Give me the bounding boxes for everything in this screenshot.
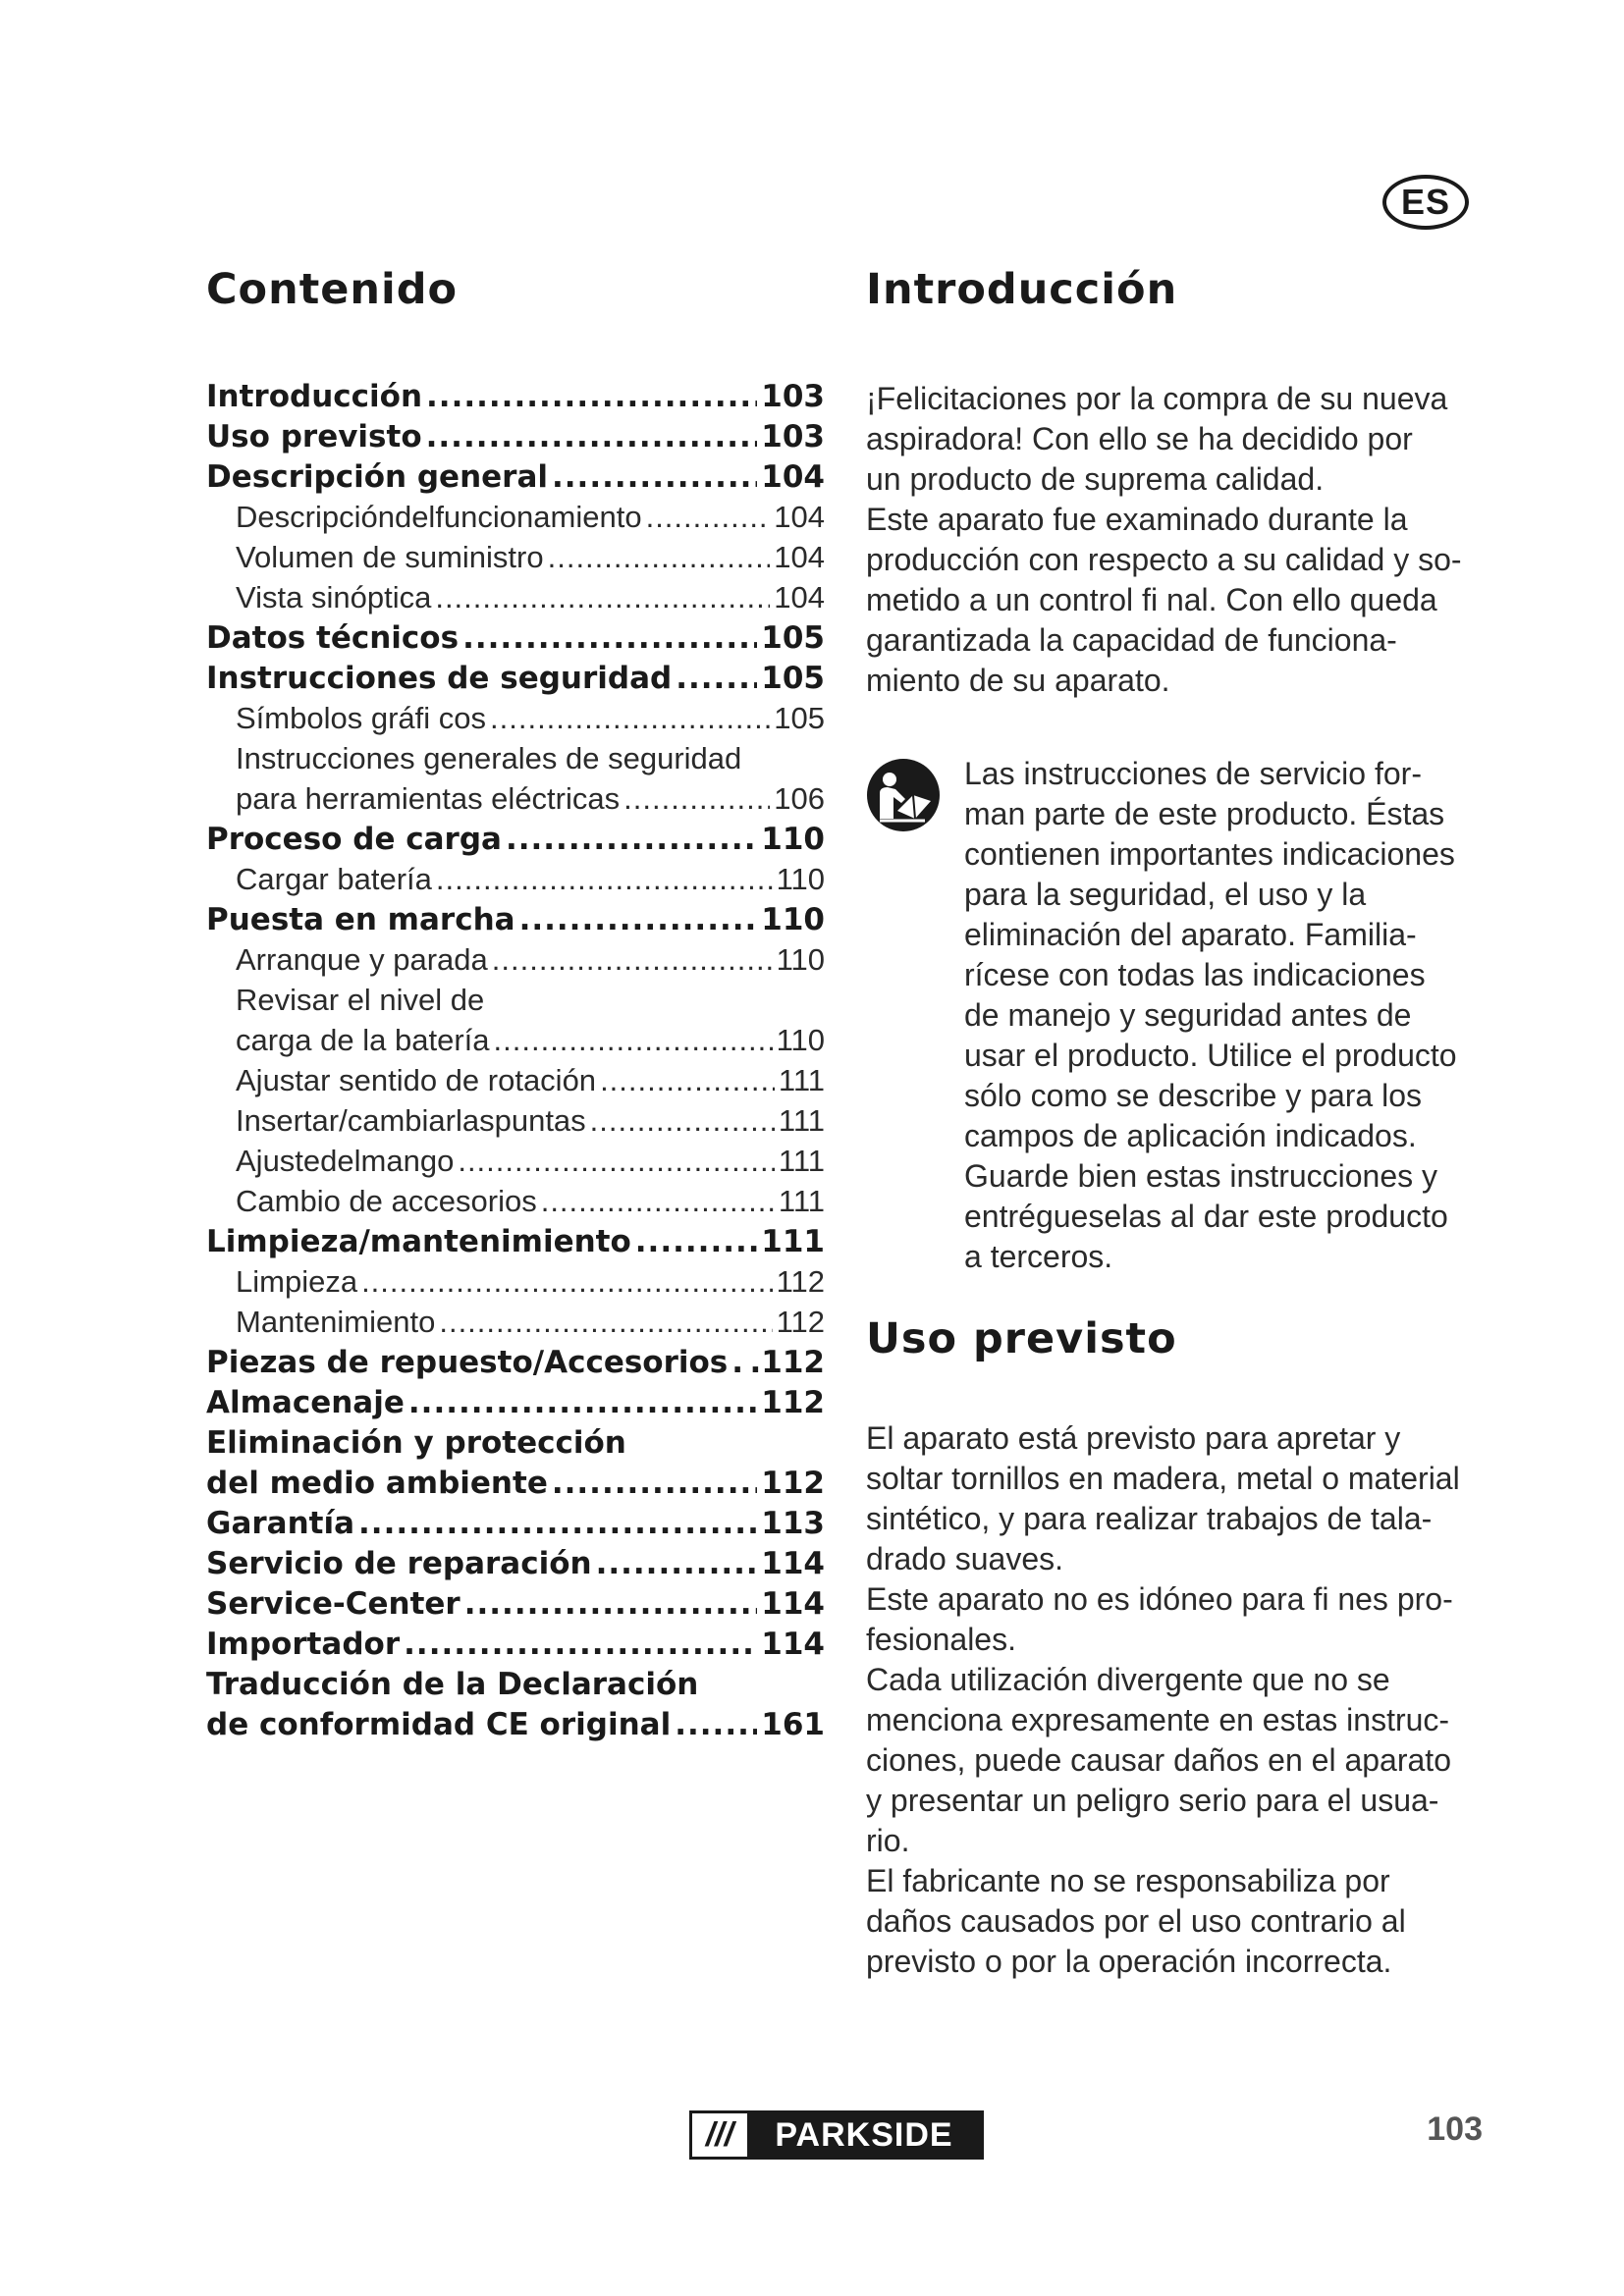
toc-leader-dots [552,1466,757,1501]
toc-entry [206,661,825,701]
notice-line: eliminación del aparato. Familia- [964,917,1417,952]
page-number: 103 [1427,2110,1483,2148]
toc-entry-label: para herramientas eléctricas [236,781,621,816]
toc-entry-page: 111 [778,1063,825,1097]
toc-entry-label: Limpieza/mantenimiento [206,1224,631,1259]
toc-entry-label: carga de la batería [236,1023,490,1057]
toc-leader-dots [458,1144,775,1179]
toc-entry-label: Service-Center [206,1586,460,1622]
toc-entry-page: 106 [774,781,825,816]
toc-leader-dots [494,1023,773,1058]
toc-entry-label: Descripcióndelfuncionamiento [236,500,642,534]
toc-entry [206,1144,825,1184]
toc-entry [206,1627,825,1667]
toc-entry-label: Insertar/cambiarlaspuntas [236,1103,586,1138]
toc-leader-dots [439,1305,772,1340]
uso-line: y presentar un peligro serio para el usua- [866,1783,1439,1818]
toc-entry-page: 110 [761,822,825,857]
toc-leader-dots [426,379,757,414]
toc-entry-page: 114 [761,1546,825,1581]
read-manual-icon [866,758,941,832]
toc-entry-page: 104 [774,540,825,574]
toc-leader-dots [548,540,771,575]
toc-entry-page: 113 [761,1506,825,1541]
toc-entry [206,1586,825,1627]
toc-entry [206,902,825,942]
parkside-logo [689,2110,984,2160]
intro-line: producción con respecto a su calidad y so- [866,542,1462,577]
toc-entry-page: 114 [761,1586,825,1622]
toc-entry-page: 111 [778,1103,825,1138]
toc-entry [206,1103,825,1144]
toc-entry [206,1063,825,1103]
notice-line: contienen importantes indicaciones [964,836,1455,872]
toc-leader-dots [436,862,773,897]
uso-line: El aparato está previsto para apretar y [866,1420,1401,1456]
toc-entry-page: 110 [776,1023,825,1057]
toc-leader-dots [408,1385,757,1420]
toc-entry [206,701,825,741]
notice-line: man parte de este producto. Éstas [964,796,1445,831]
toc-entry-page: 105 [761,620,825,656]
uso-line: sintético, y para realizar trabajos de tala- [866,1501,1433,1536]
toc-entry-label: Proceso de carga [206,822,502,857]
toc-entry [206,379,825,419]
toc-list [206,379,825,1747]
toc-leader-dots [596,1546,758,1581]
toc-leader-dots [492,942,773,978]
toc-leader-dots [519,902,758,937]
toc-entry [206,1707,825,1747]
toc-leader-dots [552,459,757,495]
toc-entry [206,942,825,983]
toc-entry-label: Limpieza [236,1264,358,1299]
toc-entry-page: 105 [761,661,825,696]
toc-column [206,265,825,1747]
toc-entry-label: Garantía [206,1506,355,1541]
toc-entry [206,1023,825,1063]
notice-line: Las instrucciones de servicio for- [964,756,1422,791]
notice-line: entrégueselas al dar este producto [964,1199,1448,1234]
toc-entry-label: Cargar batería [236,862,432,896]
toc-entry [206,580,825,620]
uso-line: previsto o por la operación incorrecta. [866,1944,1392,1979]
toc-entry-page: 105 [774,701,825,735]
toc-entry-label: Almacenaje [206,1385,405,1420]
intro-line: Este aparato fue examinado durante la [866,502,1408,537]
toc-entry-page: 110 [761,902,825,937]
toc-entry [206,620,825,661]
intro-line: ¡Felicitaciones por la compra de su nueva [866,381,1448,416]
uso-previsto-text [866,1418,1485,1982]
toc-entry-page: 161 [761,1707,825,1742]
toc-entry-label: Eliminación y protección [206,1425,626,1461]
toc-entry-page: 104 [774,500,825,534]
toc-entry-page: 104 [761,459,825,495]
toc-entry-label: Introducción [206,379,423,414]
toc-leader-dots [600,1063,775,1098]
uso-line: daños causados por el uso contrario al [866,1903,1406,1939]
uso-line: El fabricante no se responsabiliza por [866,1863,1390,1898]
toc-entry-label: de conformidad CE original [206,1707,672,1742]
uso-line: ciones, puede causar daños en el aparato [866,1742,1451,1778]
toc-leader-dots [490,701,770,736]
toc-leader-dots [675,1707,757,1742]
toc-entry-label: Servicio de reparación [206,1546,592,1581]
toc-leader-dots [361,1264,773,1300]
toc-entry-label: Cambio de accesorios [236,1184,537,1218]
toc-entry [206,983,825,1023]
toc-leader-dots [506,822,757,857]
logo-brand: PARKSIDE [775,2115,953,2154]
toc-leader-dots [646,500,771,535]
notice-line: de manejo y seguridad antes de [964,997,1412,1033]
uso-line: fesionales. [866,1622,1016,1657]
notice-line: para la seguridad, el uso y la [964,877,1367,912]
toc-leader-dots [676,661,757,696]
intro-line: un producto de suprema calidad. [866,461,1325,497]
toc-entry [206,459,825,500]
toc-entry-page: 111 [778,1184,825,1218]
intro-line: metido a un control fi nal. Con ello queda [866,582,1437,617]
toc-leader-dots [590,1103,775,1139]
toc-entry-label: del medio ambiente [206,1466,548,1501]
toc-entry-page: 112 [776,1264,825,1299]
toc-leader-dots [541,1184,775,1219]
toc-entry [206,781,825,822]
toc-entry-page: 110 [776,942,825,977]
toc-entry [206,862,825,902]
notice-line: usar el producto. Utilice el producto [964,1038,1457,1073]
toc-leader-dots [462,620,757,656]
language-badge: ES [1382,175,1469,230]
toc-entry-page: 111 [761,1224,825,1259]
toc-entry-label: Instrucciones de seguridad [206,661,673,696]
uso-line: Este aparato no es idóneo para fi nes pro- [866,1581,1453,1617]
intro-line: miento de su aparato. [866,663,1170,698]
toc-leader-dots [731,1345,745,1380]
notice-line: campos de aplicación indicados. [964,1118,1417,1153]
toc-entry-label: Mantenimiento [236,1305,436,1339]
toc-entry-label: Piezas de repuesto/Accesorios [206,1345,729,1380]
toc-entry-label: Revisar el nivel de [236,983,485,1017]
toc-entry [206,1264,825,1305]
toc-entry [206,1667,825,1707]
toc-entry-page: 112 [761,1466,825,1501]
toc-entry-page: 114 [761,1627,825,1662]
toc-entry-label: Vista sinóptica [236,580,432,614]
toc-entry [206,1184,825,1224]
toc-entry-page: 111 [778,1144,825,1178]
toc-entry-label: Datos técnicos [206,620,460,656]
intro-line: garantizada la capacidad de funciona- [866,622,1397,658]
toc-entry-label: Volumen de suministro [236,540,544,574]
uso-line: rio. [866,1823,910,1858]
toc-entry [206,1305,825,1345]
toc-title: Contenido [206,265,459,314]
toc-entry [206,500,825,540]
toc-leader-dots [358,1506,757,1541]
toc-entry-label: Uso previsto [206,419,422,454]
toc-entry [206,1385,825,1425]
notice-line: a terceros. [964,1239,1113,1274]
toc-entry-label: Ajustedelmango [236,1144,455,1178]
content-column [866,265,1485,1982]
uso-line: soltar tornillos en madera, metal o material [866,1461,1460,1496]
toc-entry [206,1466,825,1506]
toc-entry [206,1425,825,1466]
toc-leader-dots [464,1586,758,1622]
toc-leader-dots [404,1627,757,1662]
toc-entry-page: 112 [761,1385,825,1420]
toc-entry-label: Traducción de la Declaración [206,1667,699,1702]
toc-entry [206,419,825,459]
toc-leader-dots [635,1224,758,1259]
toc-entry-label: Puesta en marcha [206,902,515,937]
toc-leader-dots [426,419,758,454]
toc-entry-label: Importador [206,1627,401,1662]
read-manual-notice [866,754,1485,1277]
toc-leader-dots [623,781,770,817]
intro-text [866,379,1485,701]
toc-entry-label: Arranque y parada [236,942,488,977]
toc-entry-page: 103 [761,379,825,414]
toc-entry [206,1345,825,1385]
intro-heading: Introducción [866,265,1178,314]
toc-entry-label: Ajustar sentido de rotación [236,1063,597,1097]
notice-line: rícese con todas las indicaciones [964,957,1426,992]
uso-line: menciona expresamente en estas instruc- [866,1702,1450,1737]
intro-line: aspiradora! Con ello se ha decidido por [866,421,1413,456]
uso-line: drado suaves. [866,1541,1064,1576]
toc-entry [206,741,825,781]
toc-entry [206,1546,825,1586]
toc-entry-page: 110 [776,862,825,896]
toc-entry-label: Símbolos gráfi cos [236,701,486,735]
notice-line: sólo como se describe y para los [964,1078,1422,1113]
uso-line: Cada utilización divergente que no se [866,1662,1390,1697]
toc-entry [206,540,825,580]
toc-entry-page: 103 [761,419,825,454]
toc-entry [206,1224,825,1264]
toc-entry [206,1506,825,1546]
toc-leader-dots [435,580,770,615]
logo-slashes: /// [692,2113,747,2157]
toc-entry-page: 104 [774,580,825,614]
toc-entry-label: Instrucciones generales de seguridad [236,741,742,775]
toc-entry [206,822,825,862]
toc-entry-label: Descripción general [206,459,548,495]
toc-entry-page: .112 [749,1345,825,1380]
uso-previsto-heading: Uso previsto [866,1314,1177,1363]
notice-line: Guarde bien estas instrucciones y [964,1158,1438,1194]
toc-entry-page: 112 [776,1305,825,1339]
